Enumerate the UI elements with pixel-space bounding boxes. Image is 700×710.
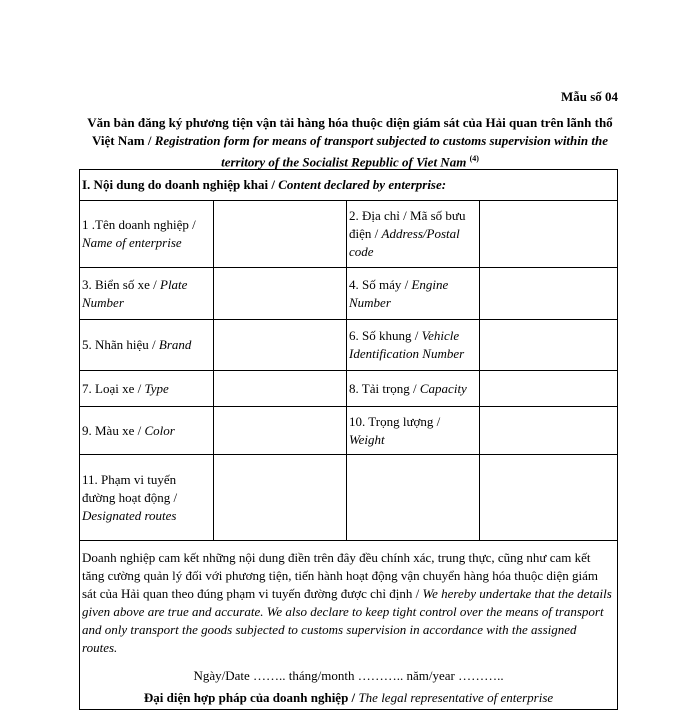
field-label-en: Name of enterprise [82, 235, 182, 250]
section-header-en: Content declared by enterprise: [278, 177, 447, 192]
empty-cell [480, 455, 618, 541]
field-value-capacity[interactable] [480, 371, 618, 407]
field-value-plate-number[interactable] [214, 268, 347, 320]
section-header-vi: I. Nội dung do doanh nghiệp khai / [82, 177, 275, 192]
field-label-vi: 6. Số khung / [349, 328, 419, 343]
form-row [80, 201, 618, 268]
title-vi: Văn bản đăng ký phương tiện vận tải hàng hóa thuộc diện giám sát của Hải quan trên lãnh thổ Việt Nam / [87, 115, 613, 148]
field-label [80, 268, 214, 320]
field-label [80, 320, 214, 371]
field-label-en: Plate Number [82, 276, 188, 310]
title-footnote: (4) [469, 154, 479, 163]
field-label-vi: 8. Tải trọng / [349, 380, 417, 396]
field-label [80, 201, 214, 268]
form-number: Mẫu số 04 [560, 89, 618, 104]
field-label-en: Engine Number [349, 276, 449, 310]
field-value-brand[interactable] [214, 320, 347, 371]
field-label-en: Designated routes [82, 507, 177, 523]
field-label-vi: 11. Phạm vi tuyến đường hoạt động / [82, 471, 178, 505]
field-label [347, 201, 480, 268]
field-label-vi: 1 .Tên doanh nghiệp / [82, 217, 196, 232]
representative-line [82, 689, 615, 707]
field-label [80, 407, 214, 455]
field-value-color[interactable] [214, 407, 347, 455]
field-label [80, 371, 214, 407]
field-value-enterprise-name[interactable] [214, 201, 347, 268]
field-value-type[interactable] [214, 371, 347, 407]
declaration-row [80, 541, 618, 710]
field-label-en: Type [144, 380, 169, 396]
field-label [347, 407, 480, 455]
form-title [80, 114, 620, 171]
field-label [347, 320, 480, 371]
field-label [347, 371, 480, 407]
field-value-weight[interactable] [480, 407, 618, 455]
registration-table [79, 169, 618, 710]
declaration-en: We hereby undertake that the details given above are true and accurate. We also declare to keep tight control over the means of transport and only transport the goods subjected to customs supervision in accordance with the assigned routes. [82, 586, 612, 655]
title-en: Registration form for means of transport subjected to customs supervision within the territory of the Socialist Republic of Viet Nam [154, 133, 608, 170]
declaration-vi: Doanh nghiệp cam kết những nội dung điền trên đây đều chính xác, trung thực, cũng như cam kết tăng cường quản lý đối với phương tiện, tiến hành hoạt động vận chuyển hàng hóa thuộc diện giám sát của Hải quan theo đúng phạm vi tuyến đường được chỉ định / [82, 550, 598, 601]
form-row [80, 320, 618, 371]
form-row [80, 268, 618, 320]
field-label [347, 268, 480, 320]
form-row [80, 407, 618, 455]
field-label-vi: 9. Màu xe / [82, 422, 142, 438]
form-row [80, 455, 618, 541]
field-label-vi: 10. Trọng lượng / [349, 413, 441, 429]
field-label-vi: 4. Số máy / [349, 276, 409, 292]
field-label-en: Capacity [419, 380, 467, 396]
representative-vi: Đại diện hợp pháp của doanh nghiệp / [143, 690, 356, 705]
declaration-block [80, 541, 618, 710]
field-value-routes[interactable] [214, 455, 347, 541]
field-label [80, 455, 214, 541]
field-value-address[interactable] [480, 201, 618, 268]
field-value-engine-number[interactable] [480, 268, 618, 320]
representative-en: The legal representative of enterprise [358, 690, 554, 705]
section-header-row [80, 170, 618, 201]
field-value-vin[interactable] [480, 320, 618, 371]
date-line: Ngày/Date …….. tháng/month ……….. năm/year ……….. [193, 668, 504, 683]
field-label-en: Color [144, 422, 175, 438]
field-label-en: Address/Postal code [349, 226, 460, 259]
empty-cell [347, 455, 480, 541]
form-row [80, 371, 618, 407]
section-header [80, 170, 618, 201]
field-label-en: Vehicle Identification Number [349, 328, 465, 361]
field-label-vi: 2. Địa chỉ / Mã số bưu điện / [349, 208, 466, 241]
field-label-en: Weight [349, 431, 385, 447]
field-label-vi: 3. Biển số xe / [82, 276, 157, 292]
field-label-vi: 5. Nhãn hiệu / [82, 337, 156, 352]
field-label-vi: 7. Loại xe / [82, 380, 142, 396]
field-label-en: Brand [158, 337, 192, 352]
